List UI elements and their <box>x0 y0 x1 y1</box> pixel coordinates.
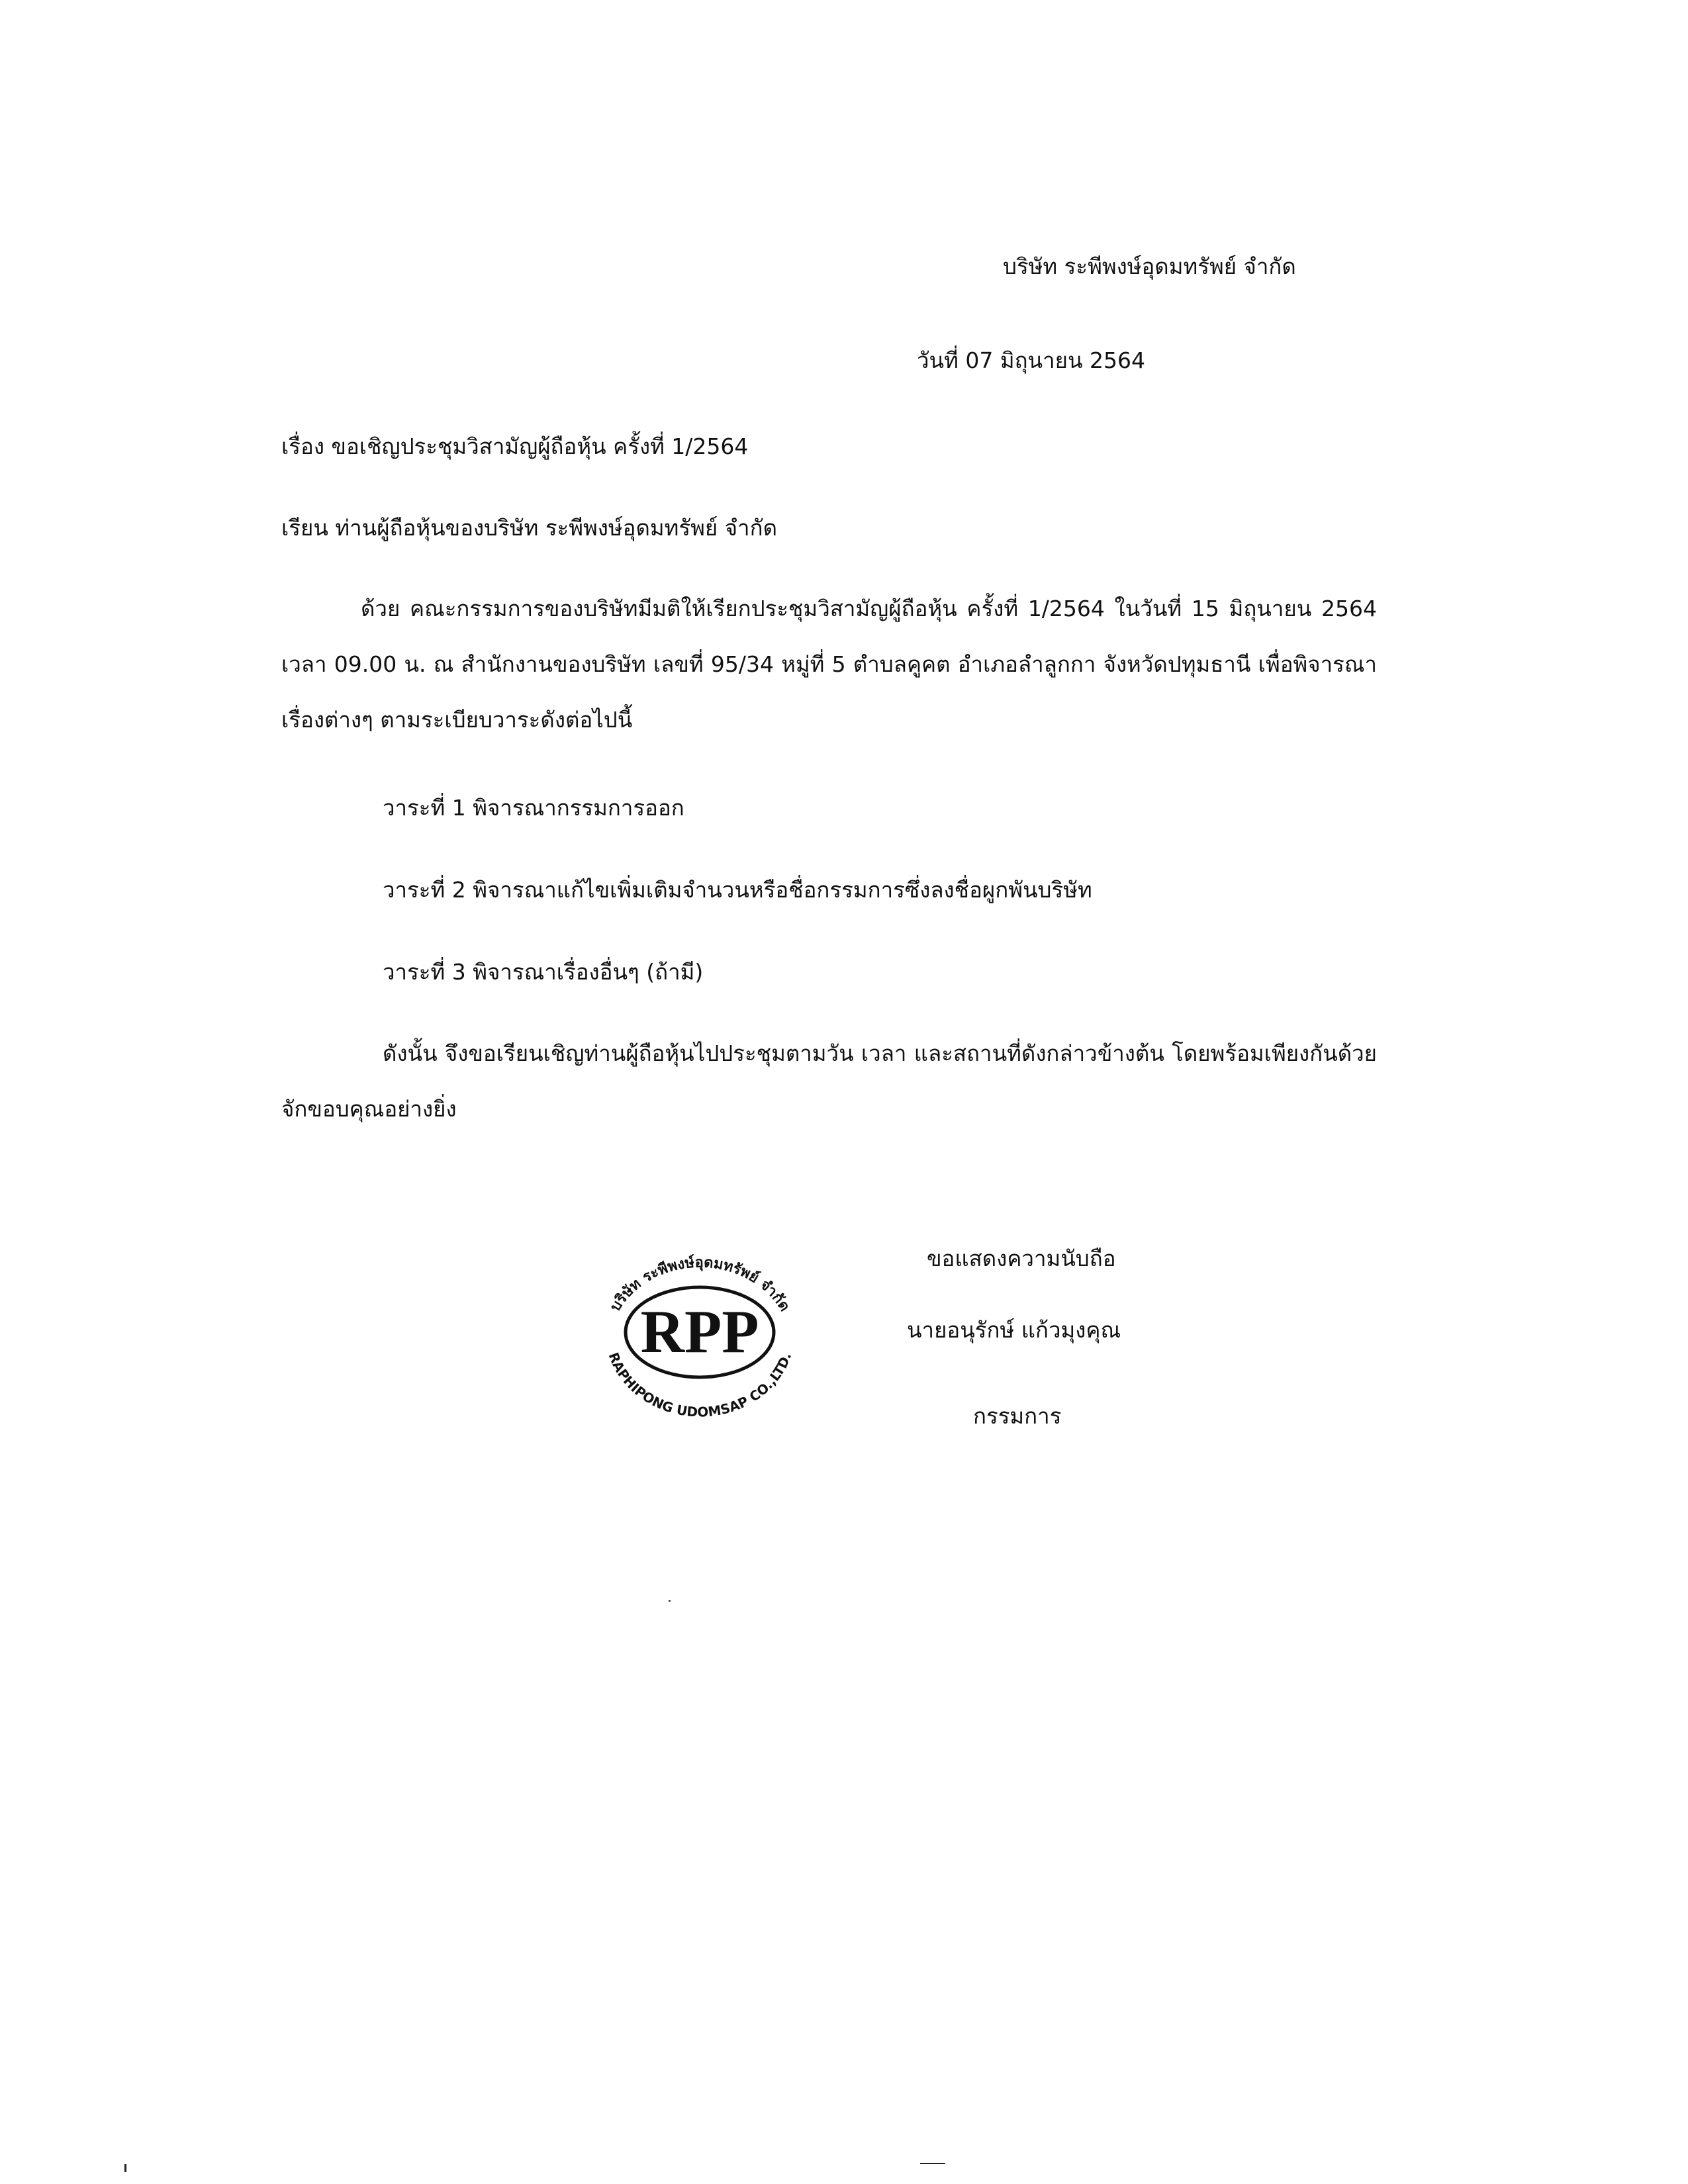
scan-mark-center <box>669 1600 671 1602</box>
subject-line: เรื่อง ขอเชิญประชุมวิสามัญผู้ถือหุ้น ครั้งที่ 1/2564 <box>281 433 749 459</box>
closing-line: ขอแสดงความนับถือ <box>927 1246 1116 1271</box>
seal-bottom-text: RAPHIPONG UDOMSAP CO.,LTD. <box>605 1350 795 1420</box>
body-paragraph-1-line-2: เวลา 09.00 น. ณ สำนักงานของบริษัท เลขที่ 95/34 หมู่ที่ 5 ตำบลคูคต อำเภอลำลูกกา จังหวัดปทุมธานี เพื่อพิจารณา <box>281 651 1377 677</box>
seal-monogram: RPP <box>640 1298 759 1365</box>
body-paragraph-2-line-1: ดังนั้น จึงขอเรียนเชิญท่านผู้ถือหุ้นไปประชุมตามวัน เวลา และสถานที่ดังกล่าวข้างต้น โดยพร้อมเพียงกันด้วย <box>383 1040 1377 1066</box>
company-header: บริษัท ระพีพงษ์อุดมทรัพย์ จำกัด <box>1003 253 1296 279</box>
body-paragraph-1-line-1: ด้วย คณะกรรมการของบริษัทมีมติให้เรียกประชุมวิสามัญผู้ถือหุ้น ครั้งที่ 1/2564 ในวันที่ 15 มิถุนายน 2564 <box>361 596 1377 621</box>
company-seal-graphic <box>579 1234 821 1426</box>
body-paragraph-2-line-2: จักขอบคุณอย่างยิ่ง <box>281 1096 457 1122</box>
signer-name: นายอนุรักษ์ แก้วมุงคุณ <box>907 1317 1121 1343</box>
agenda-item-2: วาระที่ 2 พิจารณาแก้ไขเพิ่มเติมจำนวนหรือชื่อกรรมการซึ่งลงชื่อผูกพันบริษัท <box>383 877 1092 903</box>
seal-top-text: บริษัท ระพีพงษ์อุดมทรัพย์ จำกัด <box>607 1254 793 1315</box>
date-line: วันที่ 07 มิถุนายน 2564 <box>917 347 1146 373</box>
agenda-item-3: วาระที่ 3 พิจารณาเรื่องอื่นๆ (ถ้ามี) <box>383 959 704 985</box>
scan-mark-bottom-left <box>124 2164 126 2172</box>
scan-mark-bottom-center <box>920 2163 945 2164</box>
addressee-line: เรียน ท่านผู้ถือหุ้นของบริษัท ระพีพงษ์อุดมทรัพย์ จำกัด <box>281 515 777 541</box>
agenda-item-1: วาระที่ 1 พิจารณากรรมการออก <box>383 795 684 821</box>
company-seal <box>579 1234 821 1426</box>
body-paragraph-1-line-3: เรื่องต่างๆ ตามระเบียบวาระดังต่อไปนี้ <box>281 707 633 733</box>
signer-title: กรรมการ <box>973 1403 1062 1429</box>
